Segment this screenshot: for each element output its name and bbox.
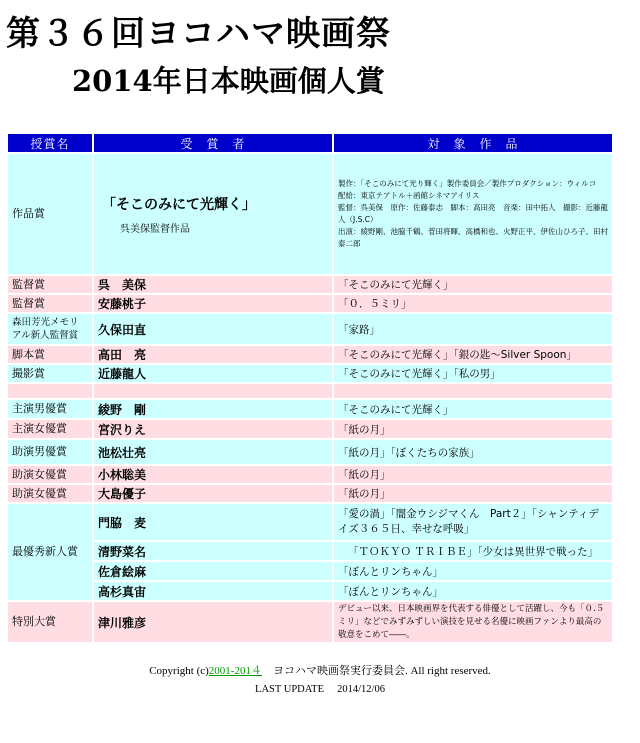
award-category: 作品賞 [8,154,92,274]
award-category: 撮影賞 [8,365,92,382]
award-category: 森田芳光メモリアル新人監督賞 [8,314,92,344]
credit-line: 監督：呉美保 原作：佐藤泰志 脚本：高田亮 音楽：田中拓人 撮影：近藤龍人（J.S.C） [338,203,608,224]
table-row [8,504,612,540]
copyright [0,662,640,678]
film-title: 「そこのみにて光輝く」 [102,196,256,213]
table-row [8,276,612,293]
winner-name: 門脇 麦 [94,504,332,540]
film-director: 呉美保監督作品 [120,223,190,235]
last-update: LAST UPDATE 2014/12/06 [255,684,385,695]
award-work: デビュー以来、日本映画界を代表する俳優として活躍し、今も「０.５ミリ」などでみずみずしい演技を見せる名優に映画ファンより最高の敬意をこめて――。 [334,602,612,642]
copyright-years-link[interactable]: 2001-201４ [208,665,262,677]
festival-title: 第３６回ヨコハマ映画祭 [6,14,391,54]
winner-name: 綾野 剛 [94,400,332,418]
awards-table [6,132,614,644]
award-category: 助演女優賞 [8,485,92,502]
copyright-prefix: Copyright (c) [149,665,209,677]
winner-name: 清野菜名 [94,542,332,560]
awards-subtitle: 2014年日本映画個人賞 [72,64,385,98]
award-category: 主演男優賞 [8,400,92,418]
award-work: 「紙の月」 [334,466,612,483]
table-row [8,542,612,560]
award-category: 監督賞 [8,295,92,312]
winner-name: 大島優子 [94,485,332,502]
spacer-row [8,384,612,398]
winner-name: 近藤龍人 [94,365,332,382]
winner-name: 高田 亮 [94,346,332,363]
award-work: 「ぼんとリンちゃん」 [334,582,612,600]
winner-name: 小林聡美 [94,466,332,483]
award-work: 「紙の月」「ぼくたちの家族」 [334,440,612,464]
award-work: 「紙の月」 [334,420,612,438]
award-work: 「そこのみにて光輝く」 [334,276,612,293]
award-category: 最優秀新人賞 [8,504,92,600]
award-category: 監督賞 [8,276,92,293]
award-work: 「そこのみにて光輝く」「私の男」 [334,365,612,382]
table-row [8,485,612,502]
winner-name: 久保田直 [94,314,332,344]
award-work: 「そこのみにて光輝く」「銀の匙～Silver Spoon」 [334,346,612,363]
table-row [8,295,612,312]
column-header-award: 授賞名 [8,134,92,152]
winner-name: 宮沢りえ [94,420,332,438]
table-row [8,346,612,363]
winner-name: 高杉真宙 [94,582,332,600]
table-row [8,420,612,438]
award-work: 「紙の月」 [334,485,612,502]
spacer-cell [334,384,612,398]
table-row [8,314,612,344]
table-row [8,466,612,483]
table-row-best-film [8,154,612,274]
award-work: 「０．５ミリ」 [334,295,612,312]
copyright-suffix: ヨコハマ映画祭実行委員会. All right reserved. [261,665,491,677]
award-work: 「愛の渦」「闇金ウシジマくん Part２」「シャンティデイズ３６５日、幸せな呼吸」 [334,504,612,540]
column-header-work: 対 象 作 品 [334,134,612,152]
credit-line: 配給：東京テアトル＋函館シネマアイリス [338,191,480,200]
credit-line: 製作：「そこのみにて光り輝く」製作委員会／製作プロダクション：ウィルコ [338,179,597,188]
credits-cell [334,154,612,274]
winner-name: 池松壮亮 [94,440,332,464]
award-work: 「家路」 [334,314,612,344]
column-header-winner: 受 賞 者 [94,134,332,152]
spacer-cell [8,384,92,398]
winner-name: 呉 美保 [94,276,332,293]
award-category: 特別大賞 [8,602,92,642]
award-work: 「ぼんとリンちゃん」 [334,562,612,580]
winner-name: 佐倉絵麻 [94,562,332,580]
table-row [8,365,612,382]
award-category: 助演男優賞 [8,440,92,464]
award-category: 脚本賞 [8,346,92,363]
table-row [8,440,612,464]
winner-name: 津川雅彦 [94,602,332,642]
credit-line: 出演：綾野剛、池脇千鶴、菅田将暉、高橋和也、火野正平、伊佐山ひろ子、田村泰二郎 [338,227,608,248]
table-row-special [8,602,612,642]
award-category: 助演女優賞 [8,466,92,483]
spacer-cell [94,384,332,398]
winner-cell [94,154,332,274]
award-work: 「ＴＯＫＹＯ ＴＲＩＢＥ」「少女は異世界で戦った」 [334,542,612,560]
winner-name: 安藤桃子 [94,295,332,312]
table-row [8,562,612,580]
award-category: 主演女優賞 [8,420,92,438]
table-header-row [8,134,612,152]
table-row [8,582,612,600]
table-row [8,400,612,418]
award-work: 「そこのみにて光輝く」 [334,400,612,418]
